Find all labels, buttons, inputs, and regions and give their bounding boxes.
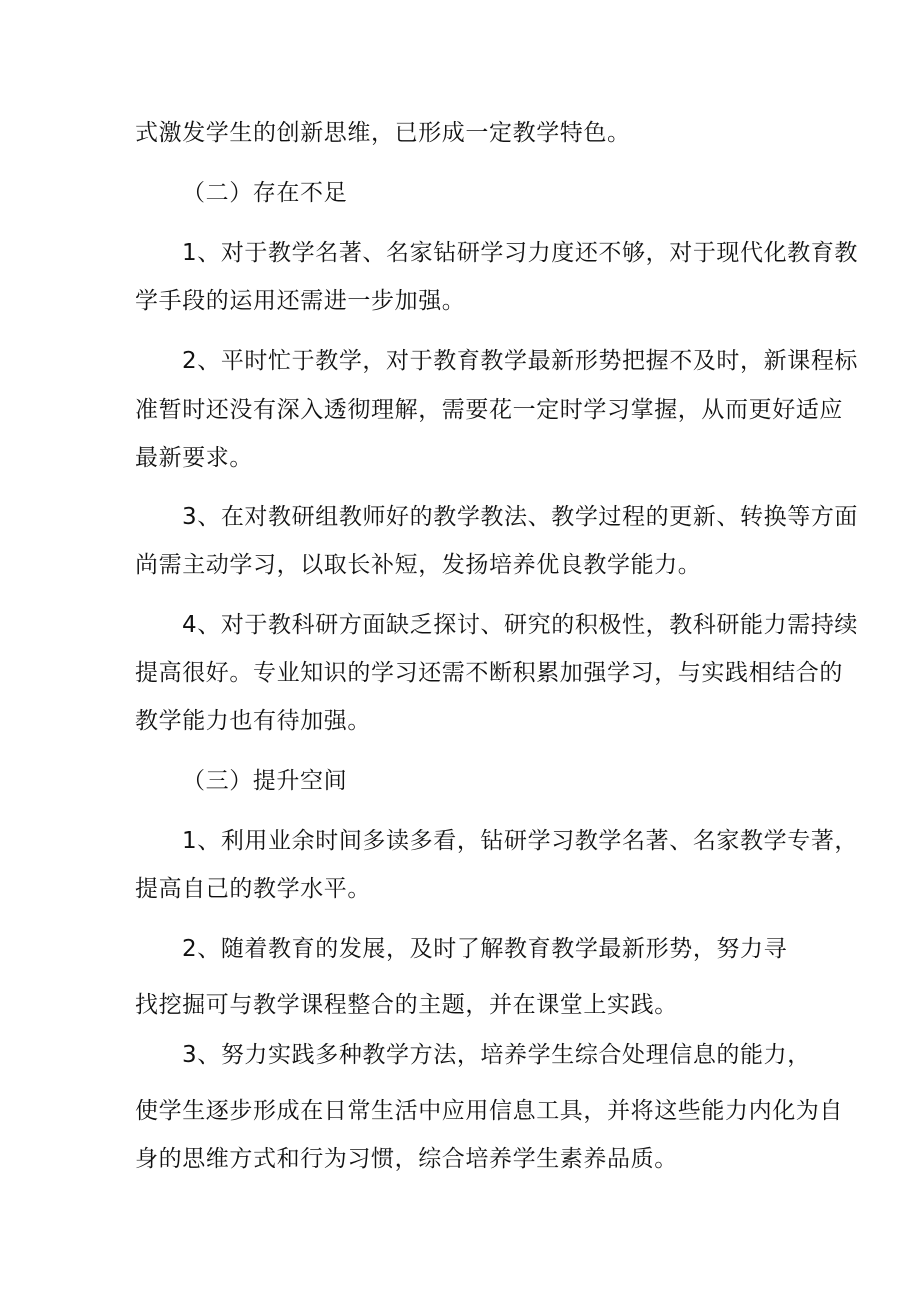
text-line: 4、对于教科研方面缺乏探讨、研究的积极性，教科研能力需持续 bbox=[182, 612, 859, 638]
text-line: 2、平时忙于教学，对于教育教学最新形势把握不及时，新课程标 bbox=[182, 348, 859, 374]
text-line: 找挖掘可与教学课程整合的主题，并在课堂上实践。 bbox=[135, 992, 678, 1018]
text-line: 3、在对教研组教师好的教学教法、教学过程的更新、转换等方面 bbox=[182, 504, 859, 530]
text-line: 提高很好。专业知识的学习还需不断积累加强学习，与实践相结合的 bbox=[135, 660, 843, 686]
text-line: 1、利用业余时间多读多看，钻研学习教学名著、名家教学专著， bbox=[182, 828, 859, 854]
text-line: 3、努力实践多种教学方法，培养学生综合处理信息的能力， bbox=[182, 1042, 811, 1068]
text-line: 提高自己的教学水平。 bbox=[135, 876, 371, 902]
text-line: 2、随着教育的发展，及时了解教育教学最新形势，努力寻 bbox=[182, 936, 788, 962]
text-line: 教学能力也有待加强。 bbox=[135, 708, 371, 734]
text-line: 准暂时还没有深入透彻理解，需要花一定时学习掌握，从而更好适应 bbox=[135, 397, 843, 423]
text-line: 学手段的运用还需进一步加强。 bbox=[135, 288, 466, 314]
text-line: 最新要求。 bbox=[135, 445, 253, 471]
text-line: 1、对于教学名著、名家钻研学习力度还不够，对于现代化教育教 bbox=[182, 240, 859, 266]
text-line: 使学生逐步形成在日常生活中应用信息工具，并将这些能力内化为自 bbox=[135, 1098, 843, 1124]
text-line: 式激发学生的创新思维，已形成一定教学特色。 bbox=[135, 120, 631, 146]
text-line: 尚需主动学习，以取长补短，发扬培养优良教学能力。 bbox=[135, 552, 702, 578]
text-line: 身的思维方式和行为习惯，综合培养学生素养品质。 bbox=[135, 1146, 678, 1172]
section-heading: （二）存在不足 bbox=[182, 180, 348, 206]
section-heading: （三）提升空间 bbox=[182, 768, 348, 794]
